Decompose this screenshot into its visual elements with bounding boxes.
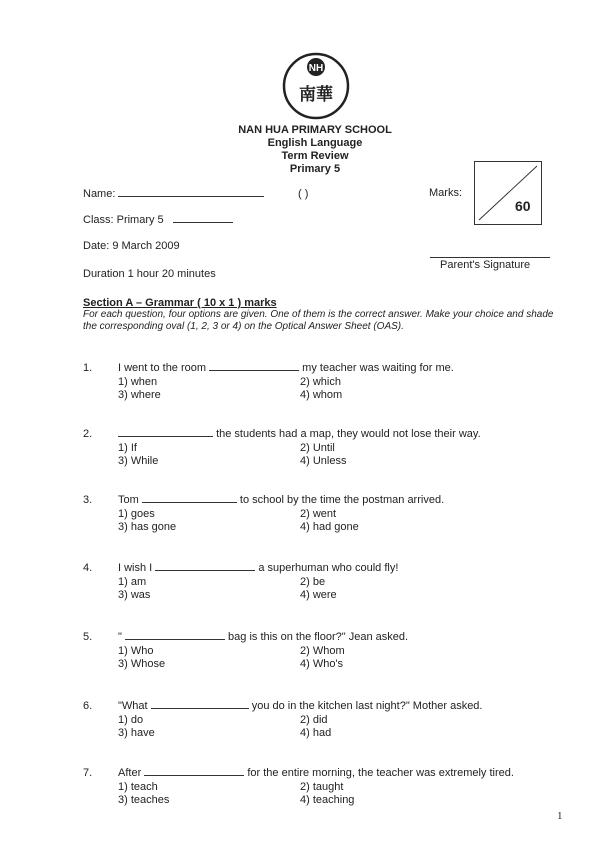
signature-line xyxy=(430,257,550,258)
question-number: 4. xyxy=(83,562,93,574)
option-4: 4) had gone xyxy=(300,521,359,533)
option-3: 3) has gone xyxy=(118,521,177,533)
name-field xyxy=(83,188,264,200)
question-number: 5. xyxy=(83,631,93,643)
school-logo xyxy=(282,52,350,120)
name-blank[interactable] xyxy=(118,196,264,197)
answer-blank xyxy=(144,775,244,776)
stem-after: for the entire morning, the teacher was extremely tired. xyxy=(247,767,514,779)
class-label: Class: Primary 5 xyxy=(83,214,164,226)
stem-before: "What xyxy=(118,700,148,712)
option-4: 4) had xyxy=(300,727,332,739)
option-2: 2) taught xyxy=(300,781,344,793)
stem-after: the students had a map, they would not lose their way. xyxy=(216,428,481,440)
option-3: 3) While xyxy=(118,455,159,467)
option-1: 1) teach xyxy=(118,781,158,793)
option-4: 4) Unless xyxy=(300,455,347,467)
level-title: Primary 5 xyxy=(289,163,341,175)
question-number: 1. xyxy=(83,362,93,374)
option-3: 3) teaches xyxy=(118,794,170,806)
question-number: 6. xyxy=(83,700,93,712)
option-3: 3) where xyxy=(118,389,161,401)
stem-after: to school by the time the postman arrived. xyxy=(239,494,445,506)
logo-chinese-text: 南華 xyxy=(299,85,333,105)
question-stem xyxy=(118,631,408,643)
question-number: 7. xyxy=(83,767,93,779)
marks-label: Marks: xyxy=(429,187,462,199)
answer-blank xyxy=(125,639,225,640)
question-stem xyxy=(118,767,514,779)
subject-title: English Language xyxy=(267,137,363,149)
stem-after: you do in the kitchen last night?" Mother asked. xyxy=(251,700,483,712)
option-1: 1) Who xyxy=(118,645,154,657)
class-field xyxy=(83,214,233,226)
option-4: 4) whom xyxy=(300,389,343,401)
logo-initials: NH xyxy=(308,63,324,74)
option-3: 3) Whose xyxy=(118,658,166,670)
question-stem xyxy=(118,562,398,574)
option-4: 4) were xyxy=(300,589,337,601)
option-4: 4) teaching xyxy=(300,794,355,806)
option-1: 1) am xyxy=(118,576,147,588)
question-number: 3. xyxy=(83,494,93,506)
stem-before: Tom xyxy=(118,494,139,506)
marks-total: 60 xyxy=(515,198,531,214)
option-2: 2) did xyxy=(300,714,328,726)
answer-blank xyxy=(118,436,213,437)
option-1: 1) If xyxy=(118,442,137,454)
marks-box xyxy=(474,161,542,225)
stem-before: After xyxy=(118,767,142,779)
signature-label: Parent's Signature xyxy=(440,259,531,271)
stem-before: " xyxy=(118,631,122,643)
option-1: 1) do xyxy=(118,714,144,726)
option-1: 1) goes xyxy=(118,508,155,520)
question-stem xyxy=(118,428,481,440)
stem-before: I went to the room xyxy=(118,362,207,374)
date-label: Date: 9 March 2009 xyxy=(83,240,180,252)
stem-after: my teacher was waiting for me. xyxy=(302,362,454,374)
duration-label: Duration 1 hour 20 minutes xyxy=(83,268,216,280)
answer-blank xyxy=(142,502,237,503)
section-title: Section A – Grammar ( 10 x 1 ) marks xyxy=(83,297,277,309)
option-2: 2) Whom xyxy=(300,645,345,657)
answer-blank xyxy=(209,370,299,371)
option-2: 2) went xyxy=(300,508,337,520)
option-4: 4) Who's xyxy=(300,658,344,670)
name-label: Name: xyxy=(83,188,116,200)
stem-before: I wish I xyxy=(118,562,153,574)
option-3: 3) was xyxy=(118,589,151,601)
option-1: 1) when xyxy=(118,376,158,388)
option-3: 3) have xyxy=(118,727,155,739)
index-number-paren: ( ) xyxy=(298,188,309,200)
question-stem xyxy=(118,700,482,712)
section-instructions: For each question, four options are given. One of them is the correct answer. Make your choice and shade the corresponding oval (1, 2, 3 or 4) on the Optical Answer Sheet (OAS). xyxy=(83,309,554,332)
exam-title: Term Review xyxy=(281,150,349,162)
answer-blank xyxy=(151,708,249,709)
option-2: 2) Until xyxy=(300,442,335,454)
class-blank[interactable] xyxy=(173,222,233,223)
stem-after: bag is this on the floor?" Jean asked. xyxy=(228,631,409,643)
option-2: 2) be xyxy=(300,576,326,588)
page-number: 1 xyxy=(557,810,563,822)
stem-after: a superhuman who could fly! xyxy=(258,562,399,574)
question-stem xyxy=(118,362,454,374)
answer-blank xyxy=(155,570,255,571)
school-name: NAN HUA PRIMARY SCHOOL xyxy=(238,124,392,136)
question-stem xyxy=(118,494,444,506)
option-2: 2) which xyxy=(300,376,341,388)
marks-diagonal xyxy=(475,162,541,224)
question-number: 2. xyxy=(83,428,93,440)
